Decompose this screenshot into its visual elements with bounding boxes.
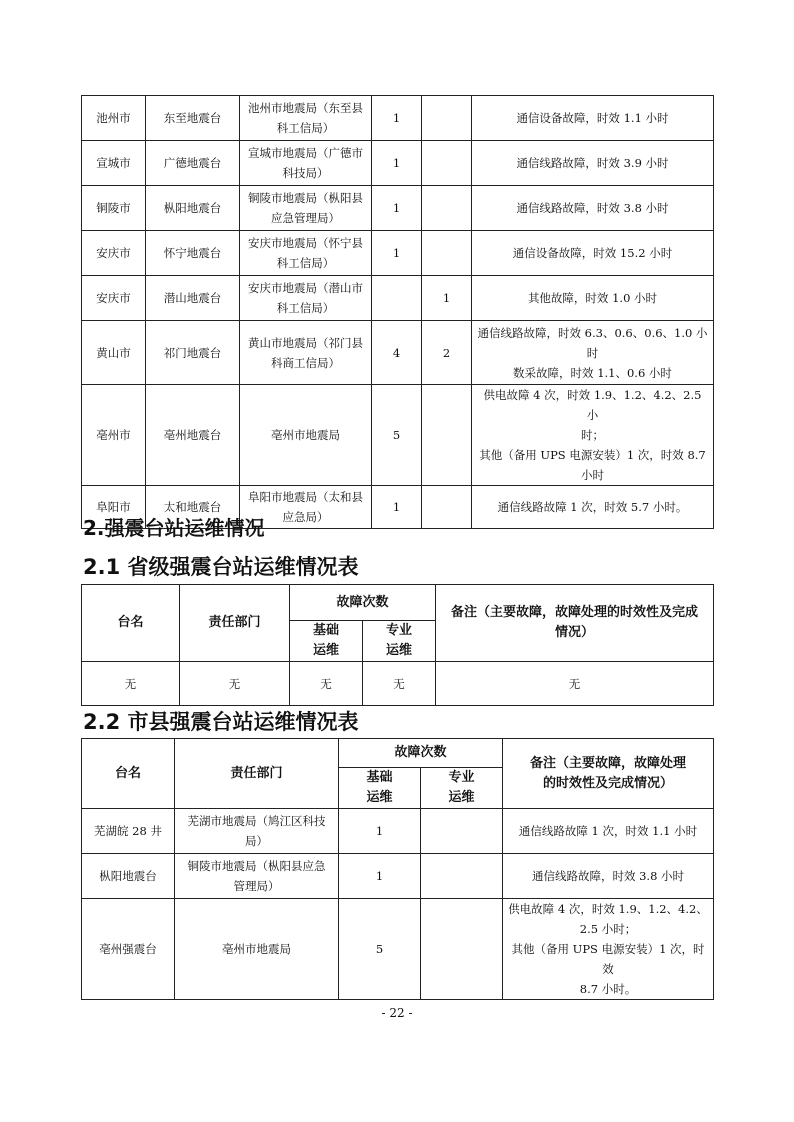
header-pro: 专业 运维 [421, 768, 503, 809]
remarks-cell: 供电故障 4 次，时效 1.9、1.2、4.2、 2.5 小时； 其他（备用 UPS 电源安装）1 次，时效 8.7 小时。 [503, 899, 714, 1000]
dept-cell: 铜陵市地震局（枞阳县应急 管理局） [175, 854, 339, 899]
header-basic: 基础 运维 [339, 768, 421, 809]
remarks-cell: 通信线路故障，时效 3.8 小时 [503, 854, 714, 899]
city-cell: 池州市 [82, 96, 146, 141]
remarks-cell: 供电故障 4 次，时效 1.9、1.2、4.2、2.5 小 时； 其他（备用 UPS 电源安装）1 次，时效 8.7 小时 [472, 385, 714, 486]
header-pro: 专业 运维 [363, 621, 436, 662]
dept-cell: 安庆市地震局（潜山市 科工信局） [240, 276, 372, 321]
pro-count-cell [421, 854, 503, 899]
table-row [82, 662, 714, 706]
remarks-cell: 通信线路故障，时效 6.3、0.6、0.6、1.0 小 时 数采故障，时效 1.1、0.6 小时 [472, 321, 714, 385]
table-row [82, 854, 714, 899]
dept-cell: 黄山市地震局（祁门县 科商工信局） [240, 321, 372, 385]
city-cell: 亳州市 [82, 385, 146, 486]
pro-count-cell [422, 96, 472, 141]
section-heading-2-2: 2.2 市县强震台站运维情况表 [83, 710, 359, 734]
remarks-cell: 通信设备故障，时效 15.2 小时 [472, 231, 714, 276]
city-cell: 安庆市 [82, 276, 146, 321]
name-cell: 芜湖皖 28 井 [82, 809, 175, 854]
table-row [82, 809, 714, 854]
header-faults: 故障次数 [290, 585, 436, 621]
dept-cell: 亳州市地震局 [175, 899, 339, 1000]
basic-count-cell: 5 [372, 385, 422, 486]
pro-count-cell [422, 186, 472, 231]
station-cell: 潜山地震台 [146, 276, 240, 321]
city-cell: 黄山市 [82, 321, 146, 385]
header-dept: 责任部门 [175, 739, 339, 809]
station-cell: 东至地震台 [146, 96, 240, 141]
pro-count-cell [422, 486, 472, 529]
station-cell: 枞阳地震台 [146, 186, 240, 231]
dept-cell: 亳州市地震局 [240, 385, 372, 486]
header-remarks: 备注（主要故障，故障处理 的时效性及完成情况） [503, 739, 714, 809]
station-cell: 祁门地震台 [146, 321, 240, 385]
dept-cell: 无 [180, 662, 290, 706]
header-name: 台名 [82, 739, 175, 809]
pro-count-cell: 2 [422, 321, 472, 385]
basic-count-cell: 1 [339, 854, 421, 899]
city-cell: 铜陵市 [82, 186, 146, 231]
name-cell: 枞阳地震台 [82, 854, 175, 899]
remarks-cell: 无 [436, 662, 714, 706]
dept-cell: 池州市地震局（东至县 科工信局） [240, 96, 372, 141]
name-cell: 亳州强震台 [82, 899, 175, 1000]
table-row [82, 186, 714, 231]
station-cell: 怀宁地震台 [146, 231, 240, 276]
table-row [82, 276, 714, 321]
basic-count-cell: 1 [372, 486, 422, 529]
city-cell: 阜阳市 [82, 486, 146, 529]
table-row [82, 385, 714, 486]
remarks-cell: 通信线路故障，时效 3.9 小时 [472, 141, 714, 186]
remarks-cell: 通信线路故障 1 次，时效 5.7 小时。 [472, 486, 714, 529]
table-row [82, 321, 714, 385]
header-name: 台名 [82, 585, 180, 662]
basic-count-cell: 4 [372, 321, 422, 385]
pro-count-cell [421, 899, 503, 1000]
provincial-strong-motion-table [81, 584, 714, 706]
pro-count-cell [421, 809, 503, 854]
basic-count-cell: 1 [372, 141, 422, 186]
dept-cell: 铜陵市地震局（枞阳县 应急管理局） [240, 186, 372, 231]
header-remarks: 备注（主要故障，故障处理的时效性及完成 情况） [436, 585, 714, 662]
pro-count-cell [422, 141, 472, 186]
dept-cell: 芜湖市地震局（鸠江区科技 局） [175, 809, 339, 854]
header-dept: 责任部门 [180, 585, 290, 662]
pro-count-cell [422, 231, 472, 276]
table-row [82, 231, 714, 276]
table-row [82, 96, 714, 141]
basic-count-cell: 1 [372, 96, 422, 141]
table-row [82, 899, 714, 1000]
pro-count-cell: 1 [422, 276, 472, 321]
header-basic: 基础 运维 [290, 621, 363, 662]
remarks-cell: 通信设备故障，时效 1.1 小时 [472, 96, 714, 141]
name-cell: 无 [82, 662, 180, 706]
page-number: - 22 - [381, 1006, 413, 1020]
pro-count-cell [422, 385, 472, 486]
station-maintenance-table-continued [81, 95, 714, 529]
basic-count-cell [372, 276, 422, 321]
dept-cell: 宣城市地震局（广德市 科技局） [240, 141, 372, 186]
remarks-cell: 其他故障，时效 1.0 小时 [472, 276, 714, 321]
dept-cell: 安庆市地震局（怀宁县 科工信局） [240, 231, 372, 276]
city-cell: 宣城市 [82, 141, 146, 186]
basic-count-cell: 5 [339, 899, 421, 1000]
basic-count-cell: 无 [290, 662, 363, 706]
station-cell: 太和地震台 [146, 486, 240, 529]
basic-count-cell: 1 [339, 809, 421, 854]
basic-count-cell: 1 [372, 186, 422, 231]
remarks-cell: 通信线路故障 1 次，时效 1.1 小时 [503, 809, 714, 854]
remarks-cell: 通信线路故障，时效 3.8 小时 [472, 186, 714, 231]
section-heading-2-1: 2.1 省级强震台站运维情况表 [83, 555, 359, 579]
header-faults: 故障次数 [339, 739, 503, 768]
station-cell: 亳州地震台 [146, 385, 240, 486]
basic-count-cell: 1 [372, 231, 422, 276]
city-cell: 安庆市 [82, 231, 146, 276]
section-heading-2: 2.强震台站运维情况 [83, 516, 265, 540]
station-cell: 广德地震台 [146, 141, 240, 186]
table-row [82, 141, 714, 186]
dept-cell: 阜阳市地震局（太和县 应急局） [240, 486, 372, 529]
pro-count-cell: 无 [363, 662, 436, 706]
city-county-strong-motion-table [81, 738, 714, 1000]
